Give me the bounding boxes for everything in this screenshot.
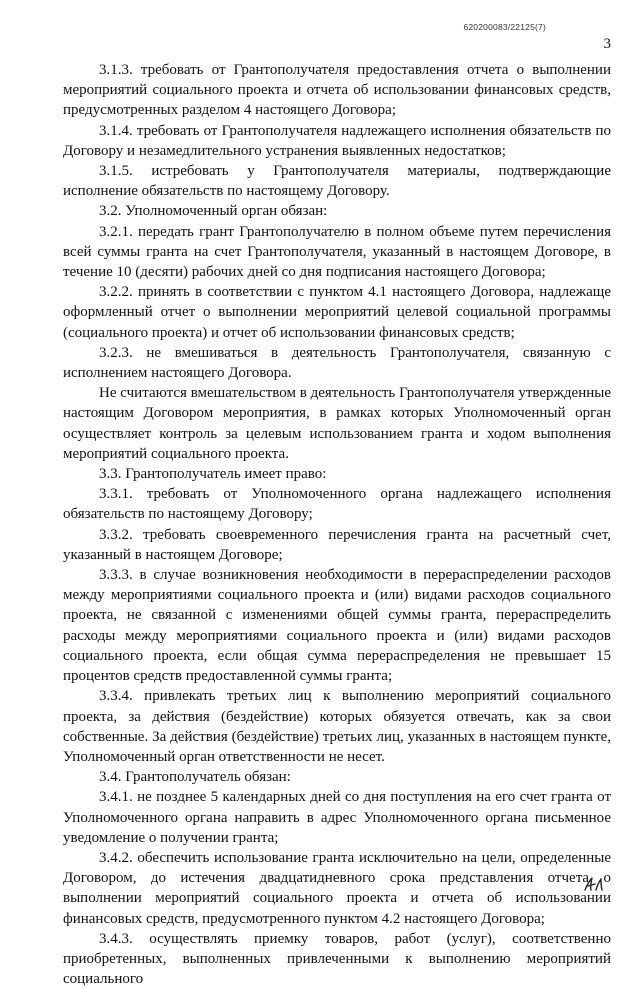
- clause-3-2-1: 3.2.1. передать грант Грантополучателю в полном объеме путем перечисления всей суммы гранта на счет Грантополучателя, указанный в настоящем Договоре, в течение 10 (десяти) рабочих дней со дня подписания настоящего Договора;: [63, 223, 611, 281]
- page-number: 3: [603, 36, 611, 52]
- clause-3-3-3: 3.3.3. в случае возникновения необходимости в перераспределении расходов между мероприятиями социального проекта и (или) видами расходов социального проекта, не связанной с изменениями общей суммы гранта, перераспределить расходы между мероприятиями социального проекта и (или) видами расходов социального проекта, если общая сумма перераспределения не превышает 15 процентов средств предоставленной суммы гранта;: [63, 567, 611, 685]
- clause-3-3-4: 3.3.4. привлекать третьих лиц к выполнению мероприятий социального проекта, за действия (бездействие) которых обязуется отвечать, как за свои собственные. За действия (бездействие) третьих лиц, указанных в настоящем пункте, Уполномоченный орган ответственности не несет.: [63, 688, 611, 765]
- clause-3-4-2: 3.4.2. обеспечить использование гранта исключительно на цели, определенные Договором, до истечения двадцатидневного срока представления отчета о выполнении мероприятий социального проекта и отчета об использовании финансовых средств, предусмотренного пунктом 4.2 настоящего Договора;: [63, 849, 611, 927]
- clause-3-2-3: 3.2.3. не вмешиваться в деятельность Грантополучателя, связанную с исполнением настоящего Договора.: [63, 344, 611, 382]
- handwritten-initials-mark: [582, 874, 608, 894]
- clause-3-2-2: 3.2.2. принять в соответствии с пунктом 4.1 настоящего Договора, надлежаще оформленный отчет о выполнении мероприятий целевой социальной программы (социального проекта) и отчет об использовании финансовых средств;: [63, 284, 611, 341]
- clause-3-1-3: 3.1.3. требовать от Грантополучателя предоставления отчета о выполнении мероприятий социального проекта и отчета об использовании финансовых средств, предусмотренных разделом 4 настоящего Договора;: [63, 62, 611, 119]
- clause-3-3-2: 3.3.2. требовать своевременного перечисления гранта на расчетный счет, указанный в настоящем Договоре;: [63, 526, 611, 563]
- clause-3-1-4: 3.1.4. требовать от Грантополучателя надлежащего исполнения обязательств по Договору и незамедлительного устранения выявленных недостатков;: [63, 122, 611, 159]
- section-3-2-heading: 3.2. Уполномоченный орган обязан:: [99, 203, 328, 220]
- clause-3-1-5: 3.1.5. истребовать у Грантополучателя материалы, подтверждающие исполнение обязательств по настоящему Договору.: [63, 163, 611, 200]
- section-3-4-heading: 3.4. Грантополучатель обязан:: [99, 769, 291, 786]
- document-body: [63, 60, 611, 989]
- document-code: 620200083/22125(7): [463, 22, 546, 32]
- section-3-3-heading: 3.3. Грантополучатель имеет право:: [99, 466, 327, 483]
- clause-3-4-3: 3.4.3. осуществлять приемку товаров, работ (услуг), соответственно приобретенных, выполненных привлеченными к выполнению мероприятий социального: [63, 930, 611, 988]
- clause-3-2-3-note: Не считаются вмешательством в деятельность Грантополучателя утвержденные настоящим Договором мероприятия, в рамках которых Уполномоченный орган осуществляет контроль за целевым использованием гранта и ходом выполнения мероприятий социального проекта.: [63, 385, 611, 462]
- clause-3-4-1: 3.4.1. не позднее 5 календарных дней со дня поступления на его счет гранта от Уполномоченного органа направить в адрес Уполномоченного органа письменное уведомление о получении гранта;: [63, 789, 611, 846]
- clause-3-3-1: 3.3.1. требовать от Уполномоченного органа надлежащего исполнения обязательств по настоящему Договору;: [63, 486, 611, 523]
